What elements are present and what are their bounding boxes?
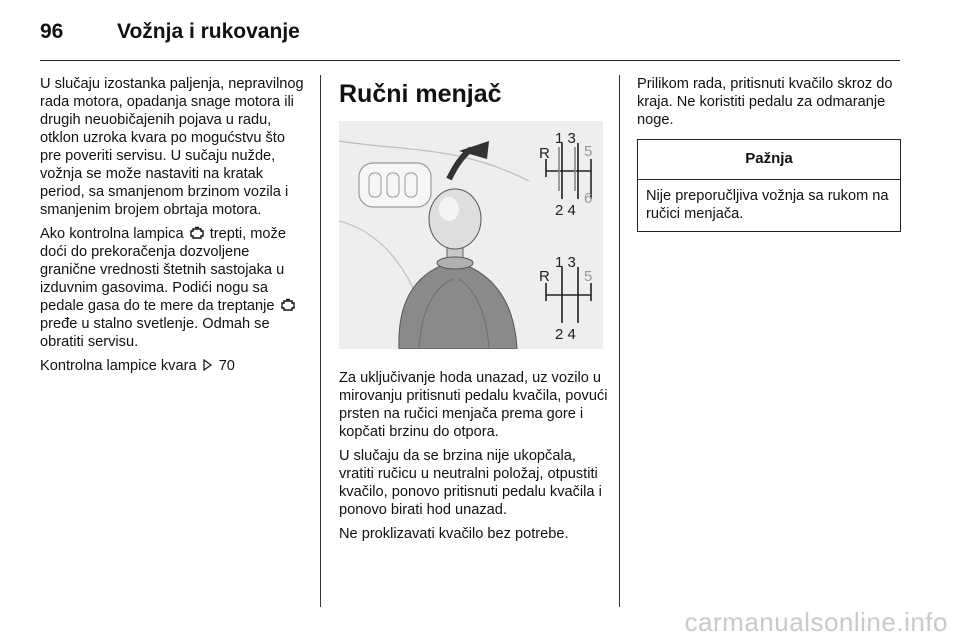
reverse-ring: [437, 257, 473, 269]
caution-text: Nije preporučljiva vožnja sa rukom na ručici menjača.: [646, 188, 889, 222]
page-title: Vožnja i rukovanje: [117, 20, 300, 43]
text-span: Ako kontrolna lampica: [40, 226, 184, 242]
middle-column: [339, 75, 611, 549]
engine-warning-icon: [281, 298, 295, 312]
right-column: [637, 75, 903, 232]
engine-warning-icon: [190, 226, 204, 240]
header-divider: [40, 60, 900, 61]
instructions-text: [339, 369, 611, 543]
paragraph: Prilikom rada, pritisnuti kvačilo skroz do kraja. Ne koristiti pedalu za odmaranje noge.: [637, 76, 893, 128]
gear-knob: [429, 189, 481, 249]
caution-box: [637, 139, 901, 232]
left-column: [40, 75, 308, 381]
gear-boot: [399, 261, 517, 349]
sixth-gear-label: 6: [584, 190, 593, 207]
reverse-label: R: [539, 145, 550, 162]
page-header: [0, 0, 960, 64]
gear-numbers-label: 2 4: [555, 326, 576, 343]
watermark: carmanualsonline.info: [684, 607, 948, 637]
paragraph: U slučaju izostanka paljenja, nepravilnog rada motora, opadanja snage motora ili drugih neuobičajenih pojava u radu, otklon uzroka kvara po mogućstvu što pre poveriti servisu. U sučaju nužde, vožnja se može nastaviti na kratak period, sa smanjenom brzinom vozila i smanjenim brojem obrtaja motora.: [40, 76, 304, 218]
reverse-label: R: [539, 268, 550, 285]
column-divider: [619, 75, 620, 607]
text-span: trepti, može doći do prekoračenja dozvoljene granične vrednosti štetnih sastojaka u izduvnim gasovima. Podići nogu sa pedale gasa do te mere da treptanje: [40, 226, 286, 314]
fifth-gear-label: 5: [584, 268, 593, 285]
section-title: Ručni menjač: [339, 80, 502, 108]
gear-numbers-label: 1 3: [555, 130, 576, 147]
gear-numbers-label: 2 4: [555, 202, 576, 219]
page-number: 96: [40, 20, 64, 43]
paragraph: Ne proklizavati kvačilo bez potrebe.: [339, 526, 569, 542]
paragraph: [40, 357, 308, 375]
column-divider: [320, 75, 321, 607]
paragraph: U slučaju da se brzina nije ukopčala, vratiti ručicu u neutralni položaj, otpustiti kvačilo, ponovo pritisnuti pedalu kvačila i ponovo birati hod unazad.: [339, 448, 602, 518]
paragraph: Za uključivanje hoda unazad, uz vozilo u mirovanju pritisnuti pedalu kvačila, povući prsten na ručici menjača prema gore i kopčati brzinu do otpora.: [339, 370, 608, 440]
page-reference-arrow-icon: [203, 359, 212, 371]
fifth-gear-label: 5: [584, 143, 593, 160]
gearshift-illustration: [339, 121, 603, 349]
dashboard-vent: [359, 163, 431, 207]
text-span: Kontrolna lampice kvara: [40, 358, 197, 374]
page-reference[interactable]: 70: [218, 358, 235, 374]
paragraph: [40, 225, 308, 351]
caution-title: Pažnja: [638, 140, 900, 180]
text-span: pređe u stalno svetlenje. Odmah se obratiti servisu.: [40, 316, 270, 350]
gear-numbers-label: 1 3: [555, 254, 576, 271]
gearshift-drawing: [339, 121, 603, 349]
